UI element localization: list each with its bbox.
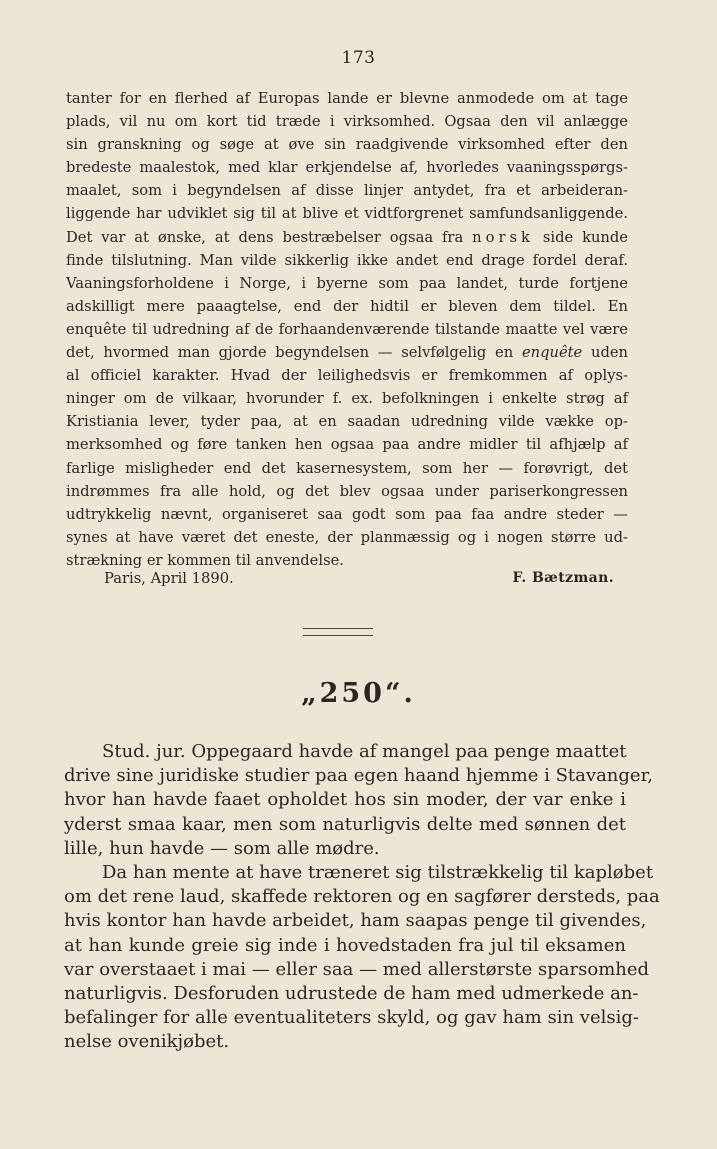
emphasized-word: norsk — [472, 228, 534, 246]
text-line: Stud. jur. Oppegaard havde af mangel paa penge maattet — [102, 741, 627, 762]
text-line: hvis kontor han havde arbeidet, ham saapas penge til givendes, — [64, 910, 647, 932]
text-line: lille, hun havde — som alle mødre. — [64, 837, 380, 859]
text-line: yderst smaa kaar, men som naturligvis delte med sønnen det — [64, 813, 626, 835]
text-line: naturligvis. Desforuden udrustede de ham med udmerkede an- — [64, 983, 639, 1005]
text-line: Vaaningsforholdene i Norge, i byerne som paa landet, turde fortjene — [66, 274, 628, 292]
text-line — [66, 341, 628, 364]
text-line: ninger om de vilkaar, hvorunder f. ex. befolkningen i enkelte strøg af — [66, 390, 628, 408]
text-line: udtrykkelig nævnt, organiseret saa godt som paa faa andre steder — — [66, 505, 628, 523]
text-line: hvor han havde faaet opholdet hos sin moder, der var enke i — [64, 789, 626, 811]
story-title: „250“. — [301, 678, 416, 709]
text-line: strækning er kommen til anvendelse. — [66, 551, 344, 569]
text-line: Da han mente at have træneret sig tilstrækkelig til kapløbet — [102, 862, 654, 884]
text-segment: side kunde — [542, 228, 628, 246]
text-line: indrømmes fra alle hold, og det blev ogsaa under pariserkongressen — [66, 482, 628, 500]
text-line: nelse ovenikjøbet. — [64, 1031, 230, 1053]
text-segment: det, hvormed man gjorde begyndelsen — selvfølgelig en — [66, 344, 514, 362]
text-line: plads, vil nu om kort tid træde i virksomhed. Ogsaa den vil anlægge — [66, 113, 628, 131]
text-line: synes at have været det eneste, der planmæssig og i nogen større ud- — [66, 528, 628, 546]
text-line: al officiel karakter. Hvad der leilighedsvis er fremkommen af oplys- — [66, 367, 628, 385]
text-line: liggende har udviklet sig til at blive et vidtforgrenet samfundsanliggende. — [66, 205, 628, 223]
place-date: Paris, April 1890. — [104, 570, 234, 587]
article-conclusion — [66, 87, 628, 572]
text-line: sin granskning og søge at øve sin raadgivende virksomhed efter den — [66, 136, 628, 154]
author-signature: F. Bætzman. — [512, 570, 614, 586]
text-line: maalet, som i begyndelsen af disse linjer antydet, fra et arbeideran- — [66, 182, 628, 200]
page-number: 173 — [341, 48, 376, 68]
text-line: at han kunde greie sig inde i hovedstaden fra jul til eksamen — [64, 934, 626, 956]
text-line: var overstaaet i mai — eller saa — med allerstørste sparsomhed — [64, 958, 650, 980]
text-line: drive sine juridiske studier paa egen haand hjemme i Stavanger, — [64, 765, 653, 787]
italic-word: enquête — [521, 344, 583, 362]
text-line: farlige misligheder end det kasernesystem, som her — forøvrigt, det — [66, 459, 628, 477]
text-line: finde tilslutning. Man vilde sikkerlig ikke andet end drage fordel deraf. — [66, 251, 628, 269]
text-segment: Det var at ønske, at dens bestræbelser ogsaa fra — [66, 228, 464, 246]
text-line: bredeste maalestok, med klar erkjendelse af, hvorledes vaaningsspørgs- — [66, 159, 628, 177]
text-line: adskilligt mere paaagtelse, end der hidtil er bleven dem tildel. En — [66, 297, 628, 315]
signoff — [104, 570, 614, 587]
text-line: om det rene laud, skaffede rektoren og en sagfører dersteds, paa — [64, 886, 660, 908]
text-line: Kristiania lever, tyder paa, at en saadan udredning vilde vække op- — [66, 413, 628, 431]
text-line: merksomhed og føre tanken hen ogsaa paa andre midler til afhjælp af — [66, 436, 628, 454]
text-line — [66, 226, 628, 249]
text-segment: uden — [591, 344, 629, 362]
text-line: enquête til udredning af de forhaandenværende tilstande maatte vel være — [66, 320, 628, 338]
text-line: tanter for en flerhed af Europas lande er blevne anmodede om at tage — [66, 90, 628, 107]
text-line: befalinger for alle eventualiteters skyld, og gav ham sin velsig- — [64, 1007, 639, 1029]
story-body — [64, 740, 660, 1055]
section-divider — [303, 628, 373, 636]
